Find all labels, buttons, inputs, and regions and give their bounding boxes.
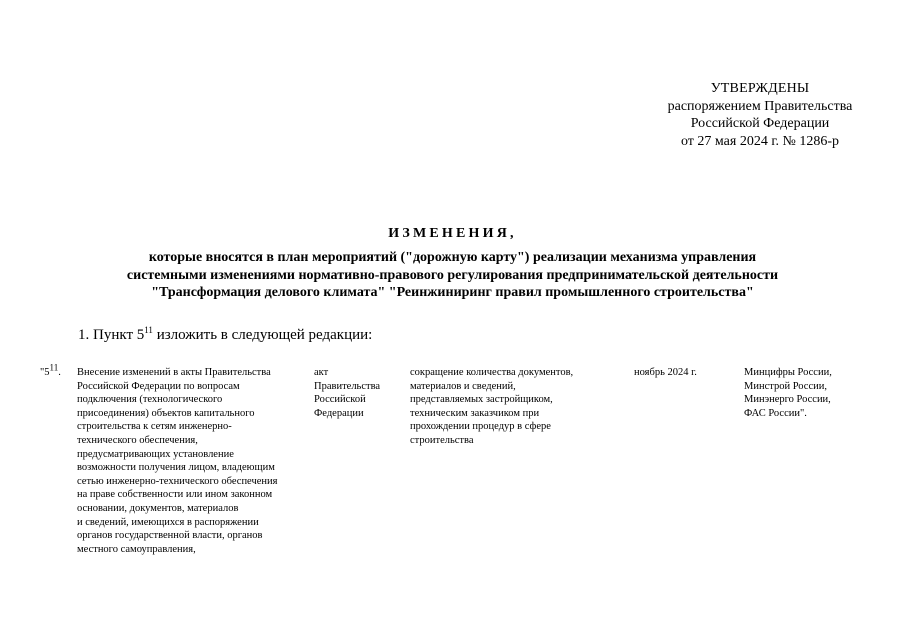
description-line: и сведений, имеющихся в распоряжении bbox=[77, 516, 259, 528]
description-line: технического обеспечения, bbox=[77, 434, 198, 446]
act-line: Федерации bbox=[314, 407, 364, 419]
description-line: Внесение изменений в акты Правительства bbox=[77, 367, 271, 378]
point-suffix: изложить в следующей редакции: bbox=[152, 327, 373, 343]
result-line: строительства bbox=[410, 434, 474, 446]
responsible-line: Минэнерго России, bbox=[744, 394, 831, 406]
description-line: возможности получения лицом, владеющим bbox=[77, 462, 275, 474]
description-line: органов государственной власти, органов bbox=[77, 530, 263, 542]
row-number-superscript: 11 bbox=[49, 362, 59, 373]
point-prefix: 1. Пункт 5 bbox=[78, 327, 145, 343]
result-line: прохождении процедур в сфере bbox=[410, 421, 551, 433]
description-line: предусматривающих установление bbox=[77, 448, 234, 460]
responsible-line: Минцифры России, bbox=[744, 367, 832, 378]
subtitle-line-1: которые вносятся в план мероприятий ("дорожную карту") реализации механизма управления bbox=[148, 250, 757, 265]
description-line: присоединения) объектов капитального bbox=[77, 407, 255, 419]
row-number bbox=[40, 362, 61, 380]
row-responsible bbox=[744, 366, 832, 420]
row-act-type bbox=[314, 366, 380, 420]
row-number-suffix: . bbox=[58, 367, 61, 378]
act-line: Российской bbox=[314, 394, 366, 406]
subtitle-line-3: "Трансформация делового климата" "Реинжиниринг правил промышленного строительства" bbox=[151, 285, 754, 300]
responsible-line: ФАС России". bbox=[744, 407, 807, 419]
point-instruction bbox=[78, 327, 372, 344]
result-line: представляемых застройщиком, bbox=[410, 394, 553, 406]
result-line: техническим заказчиком при bbox=[410, 407, 540, 419]
responsible-line: Минстрой России, bbox=[744, 380, 827, 392]
deadline-value: ноябрь 2024 г. bbox=[634, 367, 697, 378]
result-line: сокращение количества документов, bbox=[410, 367, 574, 378]
approval-line-3: от 27 мая 2024 г. № 1286-р bbox=[680, 133, 840, 149]
description-line: Российской Федерации по вопросам bbox=[77, 380, 240, 392]
description-line: местного самоуправления, bbox=[77, 543, 196, 555]
description-line: основании, документов, материалов bbox=[77, 502, 239, 514]
description-line: на праве собственности или ином законном bbox=[77, 489, 273, 501]
approval-line-1: распоряжением Правительства bbox=[667, 98, 853, 114]
document-subtitle bbox=[0, 249, 905, 302]
approval-line-2: Российской Федерации bbox=[690, 116, 830, 131]
description-line: строительства к сетям инженерно- bbox=[77, 421, 232, 433]
act-line: Правительства bbox=[314, 380, 381, 392]
subtitle-line-2: системными изменениями нормативно-правового регулирования предпринимательской деятельности bbox=[126, 267, 779, 283]
result-line: материалов и сведений, bbox=[410, 380, 516, 392]
row-expected-result bbox=[410, 366, 573, 448]
approval-heading: УТВЕРЖДЕНЫ bbox=[710, 81, 810, 96]
row-deadline bbox=[634, 366, 697, 380]
act-line: акт bbox=[314, 367, 329, 378]
point-superscript: 11 bbox=[144, 325, 153, 335]
approval-block bbox=[600, 80, 905, 150]
row-description bbox=[77, 366, 277, 556]
description-line: сетью инженерно-технического обеспечения bbox=[77, 475, 278, 487]
row-number-prefix: "5 bbox=[40, 367, 50, 378]
description-line: подключения (технологического bbox=[77, 394, 223, 406]
document-title: ИЗМЕНЕНИЯ, bbox=[388, 226, 517, 241]
